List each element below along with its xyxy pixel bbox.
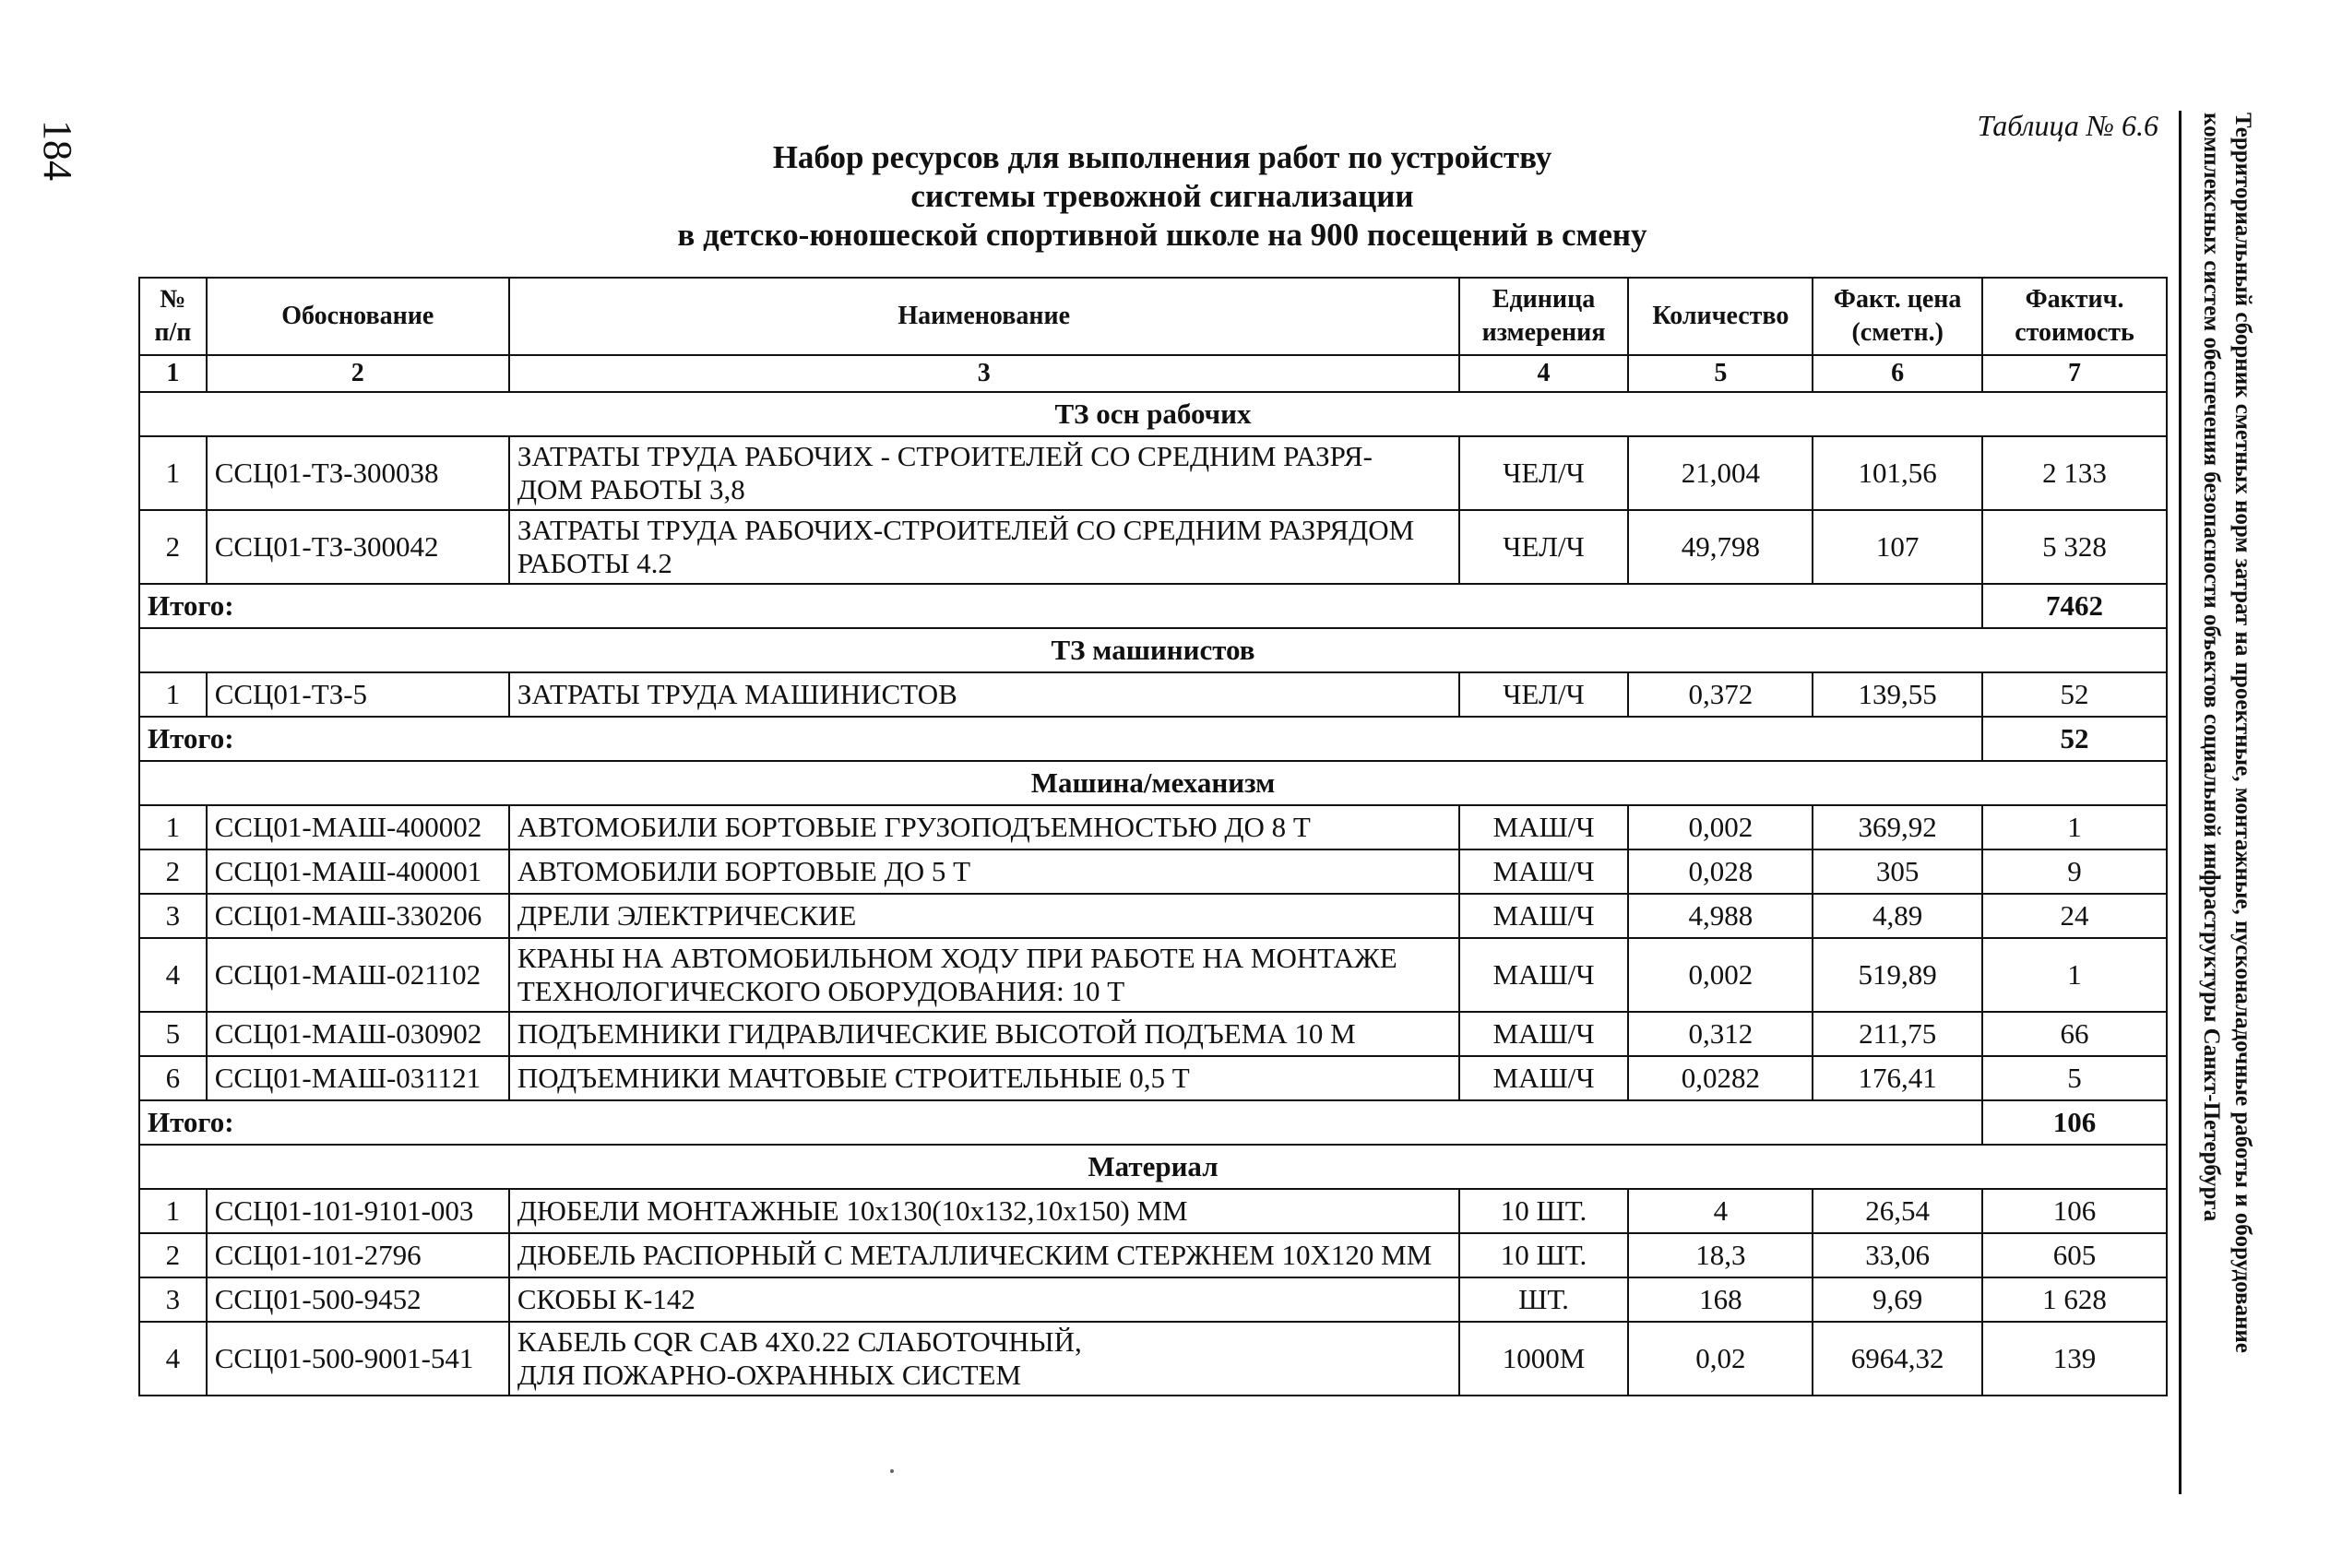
row-number: 5 [139,1012,207,1056]
row-name-line: ДОМ РАБОТЫ 3,8 [517,473,745,505]
row-price: 101,56 [1813,436,1982,510]
row-name [509,510,1459,584]
row-basis: ССЦ01-МАШ-030902 [207,1012,509,1056]
total-value: 52 [1982,717,2167,761]
row-quantity: 0,002 [1628,938,1813,1012]
column-number: 5 [1628,355,1813,392]
row-price: 4,89 [1813,894,1982,938]
table-row [139,1189,2167,1233]
row-name [509,894,1459,938]
row-name-line: ПОДЪЕМНИКИ ГИДРАВЛИЧЕСКИЕ ВЫСОТОЙ ПОДЪЕМА 10 М [517,1017,1356,1050]
table-row [139,436,2167,510]
row-unit: 1000М [1459,1322,1629,1396]
row-number: 3 [139,1277,207,1322]
row-name-line: КАБЕЛЬ CQR CAB 4X0.22 СЛАБОТОЧНЫЙ, [517,1325,1082,1358]
row-name-line: АВТОМОБИЛИ БОРТОВЫЕ ДО 5 Т [517,855,971,887]
row-quantity: 0,0282 [1628,1056,1813,1100]
side-divider [2179,111,2182,1494]
row-cost: 9 [1982,849,2167,894]
column-number: 2 [207,355,509,392]
row-cost: 1 [1982,938,2167,1012]
total-row [139,584,2167,628]
side-title-line-2: комплексных систем обеспечения безопасности объектов социальной инфраструктуры Санкт-Петербурга [2199,113,2224,1222]
header-row [139,278,2167,355]
row-number: 4 [139,938,207,1012]
section-header-row [139,392,2167,436]
row-quantity: 0,028 [1628,849,1813,894]
row-quantity: 0,02 [1628,1322,1813,1396]
table-row [139,1322,2167,1396]
row-name [509,436,1459,510]
row-unit: МАШ/Ч [1459,1012,1629,1056]
row-number: 1 [139,805,207,849]
row-unit: 10 ШТ. [1459,1189,1629,1233]
row-unit: ЧЕЛ/Ч [1459,510,1629,584]
row-basis: ССЦ01-МАШ-031121 [207,1056,509,1100]
row-name [509,1056,1459,1100]
row-price: 9,69 [1813,1277,1982,1322]
row-name [509,1012,1459,1056]
row-basis: ССЦ01-500-9452 [207,1277,509,1322]
row-basis: ССЦ01-ТЗ-300038 [207,436,509,510]
row-cost: 52 [1982,672,2167,717]
column-number: 3 [509,355,1459,392]
table-row [139,894,2167,938]
row-basis: ССЦ01-101-2796 [207,1233,509,1277]
table-body [139,355,2167,1396]
resources-table [138,277,2168,1396]
table-row [139,1277,2167,1322]
row-price: 26,54 [1813,1189,1982,1233]
table-row [139,805,2167,849]
row-number: 1 [139,436,207,510]
table-row [139,849,2167,894]
total-value: 7462 [1982,584,2167,628]
row-basis: ССЦ01-101-9101-003 [207,1189,509,1233]
row-name-line: ЗАТРАТЫ ТРУДА МАШИНИСТОВ [517,678,957,710]
header-price: Факт. цена (сметн.) [1813,278,1982,355]
column-number: 7 [1982,355,2167,392]
total-row [139,717,2167,761]
row-quantity: 4,988 [1628,894,1813,938]
row-price: 6964,32 [1813,1322,1982,1396]
row-cost: 5 328 [1982,510,2167,584]
section-header-row [139,761,2167,805]
section-title: ТЗ машинистов [139,628,2167,672]
row-quantity: 4 [1628,1189,1813,1233]
side-title-line-1: Территориальный сборник сметных норм затрат на проектные, монтажные, пусконаладочные работы и оборудование [2230,113,2255,1353]
row-basis: ССЦ01-500-9001-541 [207,1322,509,1396]
row-price: 519,89 [1813,938,1982,1012]
total-value: 106 [1982,1100,2167,1145]
row-quantity: 0,372 [1628,672,1813,717]
row-name [509,1189,1459,1233]
row-quantity: 168 [1628,1277,1813,1322]
row-unit: МАШ/Ч [1459,849,1629,894]
column-number: 6 [1813,355,1982,392]
row-price: 139,55 [1813,672,1982,717]
scan-speck [890,1469,894,1473]
row-name [509,672,1459,717]
row-name-line: ДРЕЛИ ЭЛЕКТРИЧЕСКИЕ [517,899,857,932]
row-unit: МАШ/Ч [1459,894,1629,938]
page-number: 184 [35,120,80,181]
row-cost: 66 [1982,1012,2167,1056]
row-name-line: ДЮБЕЛЬ РАСПОРНЫЙ С МЕТАЛЛИЧЕСКИМ СТЕРЖНЕМ 10Х120 ММ [517,1239,1433,1271]
row-number: 2 [139,510,207,584]
row-quantity: 21,004 [1628,436,1813,510]
row-cost: 605 [1982,1233,2167,1277]
row-price: 176,41 [1813,1056,1982,1100]
row-basis: ССЦ01-ТЗ-300042 [207,510,509,584]
row-unit: ЧЕЛ/Ч [1459,672,1629,717]
row-cost: 106 [1982,1189,2167,1233]
row-cost: 2 133 [1982,436,2167,510]
table-row [139,1012,2167,1056]
row-price: 305 [1813,849,1982,894]
row-unit: ЧЕЛ/Ч [1459,436,1629,510]
title-line-1: Набор ресурсов для выполнения работ по устройству [772,139,1552,175]
header-unit: Единица измерения [1459,278,1629,355]
row-quantity: 18,3 [1628,1233,1813,1277]
row-name-line: ЗАТРАТЫ ТРУДА РАБОЧИХ-СТРОИТЕЛЕЙ СО СРЕДНИМ РАЗРЯДОМ [517,514,1415,546]
title-line-3: в детско-юношеской спортивной школе на 900 посещений в смену [677,217,1647,253]
row-name [509,1233,1459,1277]
section-title: ТЗ осн рабочих [139,392,2167,436]
row-unit: 10 ШТ. [1459,1233,1629,1277]
row-basis: ССЦ01-МАШ-330206 [207,894,509,938]
row-number: 1 [139,672,207,717]
row-name-line: ТЕХНОЛОГИЧЕСКОГО ОБОРУДОВАНИЯ: 10 Т [517,975,1125,1007]
row-name-line: ДЮБЕЛИ МОНТАЖНЫЕ 10х130(10х132,10х150) ММ [517,1194,1188,1227]
table-reference: Таблица № 6.6 [1977,109,2158,142]
row-name [509,938,1459,1012]
row-basis: ССЦ01-ТЗ-5 [207,672,509,717]
row-name-line: СКОБЫ К-142 [517,1283,695,1315]
section-header-row [139,628,2167,672]
row-number: 3 [139,894,207,938]
row-name-line: АВТОМОБИЛИ БОРТОВЫЕ ГРУЗОПОДЪЕМНОСТЬЮ ДО 8 Т [517,811,1311,843]
header-basis: Обоснование [207,278,509,355]
row-price: 369,92 [1813,805,1982,849]
row-basis: ССЦ01-МАШ-021102 [207,938,509,1012]
side-running-title [2195,113,2258,1478]
row-unit: МАШ/Ч [1459,805,1629,849]
row-price: 107 [1813,510,1982,584]
row-name [509,805,1459,849]
total-row [139,1100,2167,1145]
row-name-line: ДЛЯ ПОЖАРНО-ОХРАННЫХ СИСТЕМ [517,1359,1022,1391]
total-label: Итого: [139,584,1982,628]
header-name: Наименование [509,278,1459,355]
row-price: 211,75 [1813,1012,1982,1056]
row-cost: 1 [1982,805,2167,849]
row-quantity: 0,002 [1628,805,1813,849]
total-label: Итого: [139,1100,1982,1145]
row-number: 2 [139,849,207,894]
row-name-line: ЗАТРАТЫ ТРУДА РАБОЧИХ - СТРОИТЕЛЕЙ СО СРЕДНИМ РАЗРЯ- [517,440,1373,472]
row-number: 4 [139,1322,207,1396]
row-basis: ССЦ01-МАШ-400002 [207,805,509,849]
row-name [509,1322,1459,1396]
row-cost: 24 [1982,894,2167,938]
table-row [139,1233,2167,1277]
title-line-2: системы тревожной сигнализации [910,178,1414,214]
row-unit: ШТ. [1459,1277,1629,1322]
document-title [517,138,1808,255]
row-basis: ССЦ01-МАШ-400001 [207,849,509,894]
row-name-line: РАБОТЫ 4.2 [517,547,672,579]
row-unit: МАШ/Ч [1459,1056,1629,1100]
column-number: 4 [1459,355,1629,392]
row-cost: 5 [1982,1056,2167,1100]
row-number: 2 [139,1233,207,1277]
row-number: 6 [139,1056,207,1100]
row-name [509,849,1459,894]
table-row [139,938,2167,1012]
table-row [139,1056,2167,1100]
column-number-row [139,355,2167,392]
total-label: Итого: [139,717,1982,761]
row-cost: 1 628 [1982,1277,2167,1322]
header-cost: Фактич. стоимость [1982,278,2167,355]
table-row [139,510,2167,584]
section-header-row [139,1145,2167,1189]
row-number: 1 [139,1189,207,1233]
row-name-line: ПОДЪЕМНИКИ МАЧТОВЫЕ СТРОИТЕЛЬНЫЕ 0,5 Т [517,1062,1190,1094]
section-title: Машина/механизм [139,761,2167,805]
table-row [139,672,2167,717]
row-quantity: 49,798 [1628,510,1813,584]
header-quantity: Количество [1628,278,1813,355]
row-price: 33,06 [1813,1233,1982,1277]
column-number: 1 [139,355,207,392]
row-name-line: КРАНЫ НА АВТОМОБИЛЬНОМ ХОДУ ПРИ РАБОТЕ НА МОНТАЖЕ [517,942,1397,974]
row-cost: 139 [1982,1322,2167,1396]
header-number: № п/п [139,278,207,355]
row-name [509,1277,1459,1322]
section-title: Материал [139,1145,2167,1189]
row-quantity: 0,312 [1628,1012,1813,1056]
row-unit: МАШ/Ч [1459,938,1629,1012]
